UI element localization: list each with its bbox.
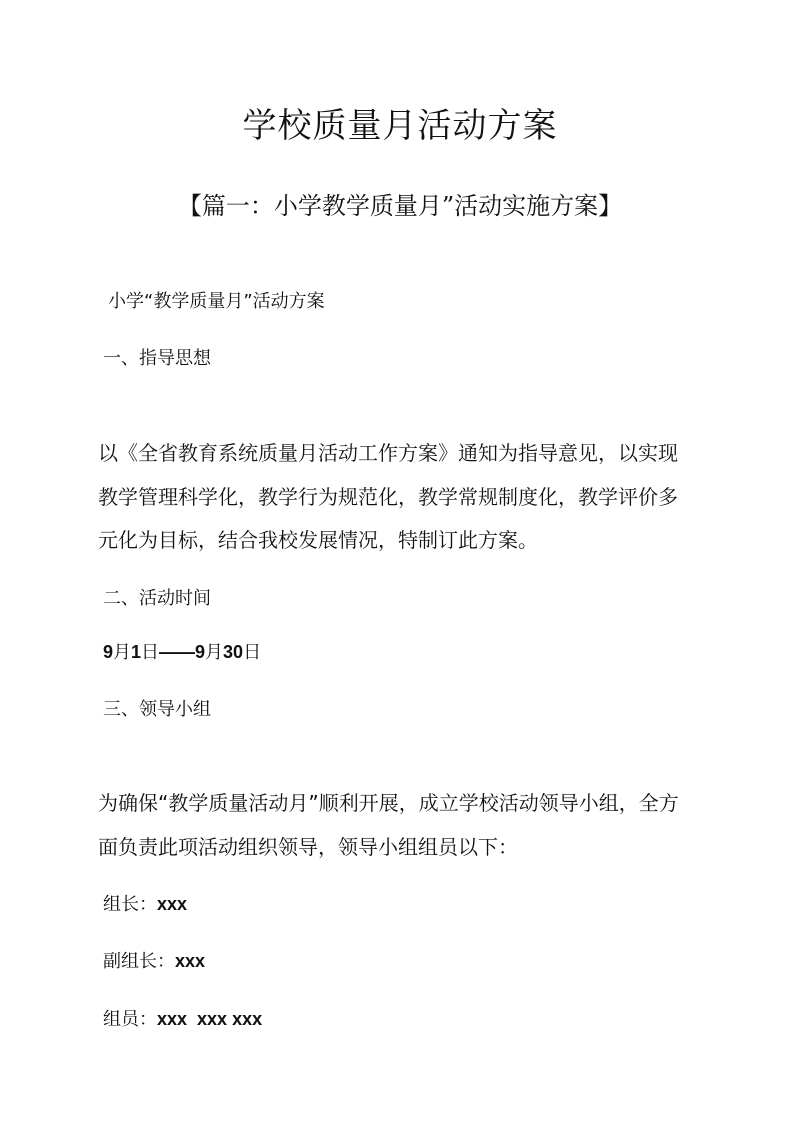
date-day-char: 日 xyxy=(141,642,160,663)
date-start-month-number: 9 xyxy=(103,642,114,662)
section-heading-leadership-group: 三、领导小组 xyxy=(103,699,211,720)
vice-leader-label: 副组长： xyxy=(103,951,175,972)
members-value: xxx xxx xxx xyxy=(157,1009,263,1029)
paragraph-line: 以《全省教育系统质量月活动工作方案》通知为指导意见，以实现 xyxy=(98,441,678,465)
document-title: 学校质量月活动方案 xyxy=(242,106,558,146)
group-leader-label: 组长： xyxy=(103,894,157,915)
group-leader-value: xxx xyxy=(157,894,188,914)
date-end-month-number: 9 xyxy=(195,642,206,662)
paragraph-line: 教学管理科学化，教学行为规范化，教学常规制度化，教学评价多 xyxy=(98,485,678,509)
vice-leader-line xyxy=(103,947,205,973)
document-subtitle: 【篇一：小学教学质量月”活动实施方案】 xyxy=(177,192,623,220)
date-month-char: 月 xyxy=(113,642,132,663)
plan-heading: 小学“教学质量月”活动方案 xyxy=(108,291,325,312)
date-day-char: 日 xyxy=(243,642,262,663)
date-start-day-number: 1 xyxy=(131,642,142,662)
paragraph-line: 为确保“教学质量活动月”顺利开展，成立学校活动领导小组，全方 xyxy=(98,791,679,815)
group-leader-line xyxy=(103,890,187,916)
date-end-day-number: 30 xyxy=(223,642,244,662)
activity-date-range xyxy=(103,638,261,664)
section-heading-activity-time: 二、活动时间 xyxy=(103,588,211,609)
date-month-char: 月 xyxy=(205,642,224,663)
section-heading-guiding-ideology: 一、指导思想 xyxy=(103,348,211,369)
members-label: 组员： xyxy=(103,1009,157,1030)
vice-leader-value: xxx xyxy=(175,951,206,971)
paragraph-line: 面负责此项活动组织领导，领导小组组员以下： xyxy=(98,835,518,859)
members-line xyxy=(103,1005,262,1031)
date-dash: —— xyxy=(159,642,196,662)
paragraph-line: 元化为目标，结合我校发展情况，特制订此方案。 xyxy=(98,528,538,552)
